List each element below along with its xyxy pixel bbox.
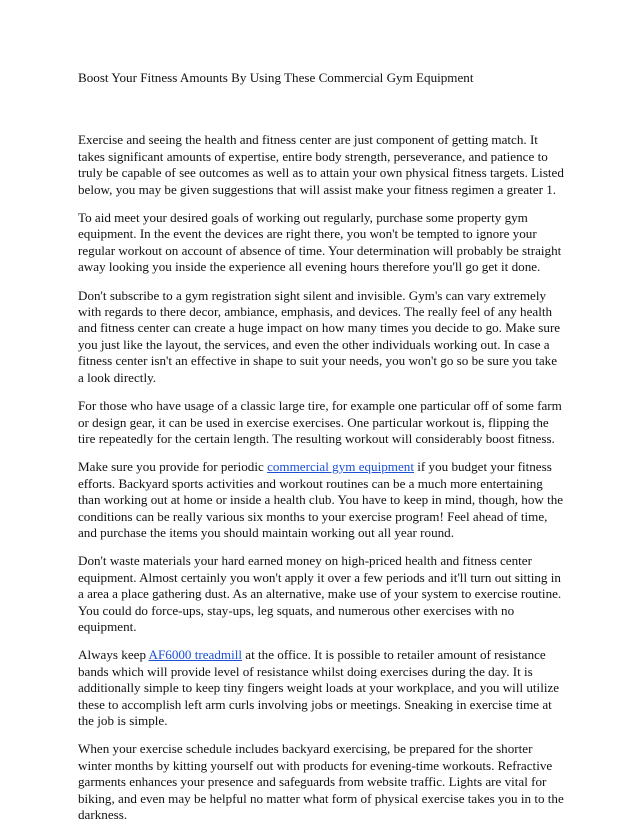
paragraph-6: Don't waste materials your hard earned money on high-priced health and fitness center equipment. Almost certainly you won't apply it over a few periods and it'll turn out sitting in a area a place gathering dust. As an alternative, make use of your system to exercise routine. You could do force-ups, stay-ups, leg squats, and numerous other exercises with no equipment. [78,553,562,634]
document-body [78,70,566,835]
paragraph-2: To aid meet your desired goals of working out regularly, purchase some property gym equipment. In the event the devices are right there, you won't be tempted to ignore your regular workout on account of absence of time. Your determination will probably be straight away looking you inside the experience all evening hours therefore you'll go get it done. [78,210,562,275]
commercial-gym-equipment-link[interactable]: commercial gym equipment [267,459,414,475]
paragraph-1: Exercise and seeing the health and fitness center are just component of getting match. It takes significant amounts of expertise, entire body strength, perseverance, and patience to truly be capable of see outcomes as well as to attain your own physical fitness targets. Listed below, you may be given suggestions that will assist make your fitness regimen a greater 1. [78,132,564,197]
document-title: Boost Your Fitness Amounts By Using These Commercial Gym Equipment [78,70,474,85]
paragraph-5-text-after: if you budget your fitness efforts. Backyard sports activities and workout routines can be a much more entertaining than working out at home or inside a health club. You have to keep in mind, though, how the conditions can be really various six months to your exercise program! Feel ahead of time, and purchase the items you should maintain working out all year round. [78,459,564,540]
paragraph-5-text-before: Make sure you provide for periodic [78,459,268,475]
paragraph-4: For those who have usage of a classic large tire, for example one particular off of some farm or design gear, it can be used in exercise exercises. One particular workout is, flipping the tire repeatedly for the certain length. The resulting workout will considerably boost fitness. [78,398,562,446]
af6000-treadmill-link[interactable]: AF6000 treadmill [148,647,243,663]
paragraph-3: Don't subscribe to a gym registration sight silent and invisible. Gym's can vary extremely with regards to there decor, ambiance, emphasis, and devices. The really feel of any health and fitness center can create a huge impact on how many times you decide to go. Make sure you just like the layout, the services, and even the other individuals working out. In case a fitness center isn't an effective in shape to suit your needs, you won't go so be sure you take a look directly. [78,287,561,385]
paragraph-7 [78,647,566,729]
paragraph-7-text-before: Always keep [78,647,149,663]
paragraph-5 [78,459,566,541]
paragraph-8: When your exercise schedule includes backyard exercising, be prepared for the shorter winter months by kitting yourself out with products for evening-time workouts. Refractive garments enhances your presence and safeguards from website traffic. Lights are vital for biking, and even may be helpful no matter what form of physical exercise takes you in to the darkness. [78,741,564,823]
paragraph-7-text-after: at the office. It is possible to retailer amount of resistance bands which will provide level of resistance whilst doing exercises during the day. It is additionally simple to keep tiny fingers weight loads at your workplace, and you will utilize these to accomplish left arm curls involving jobs or meetings. Sneaking in exercise time at the job is simple. [78,647,560,728]
